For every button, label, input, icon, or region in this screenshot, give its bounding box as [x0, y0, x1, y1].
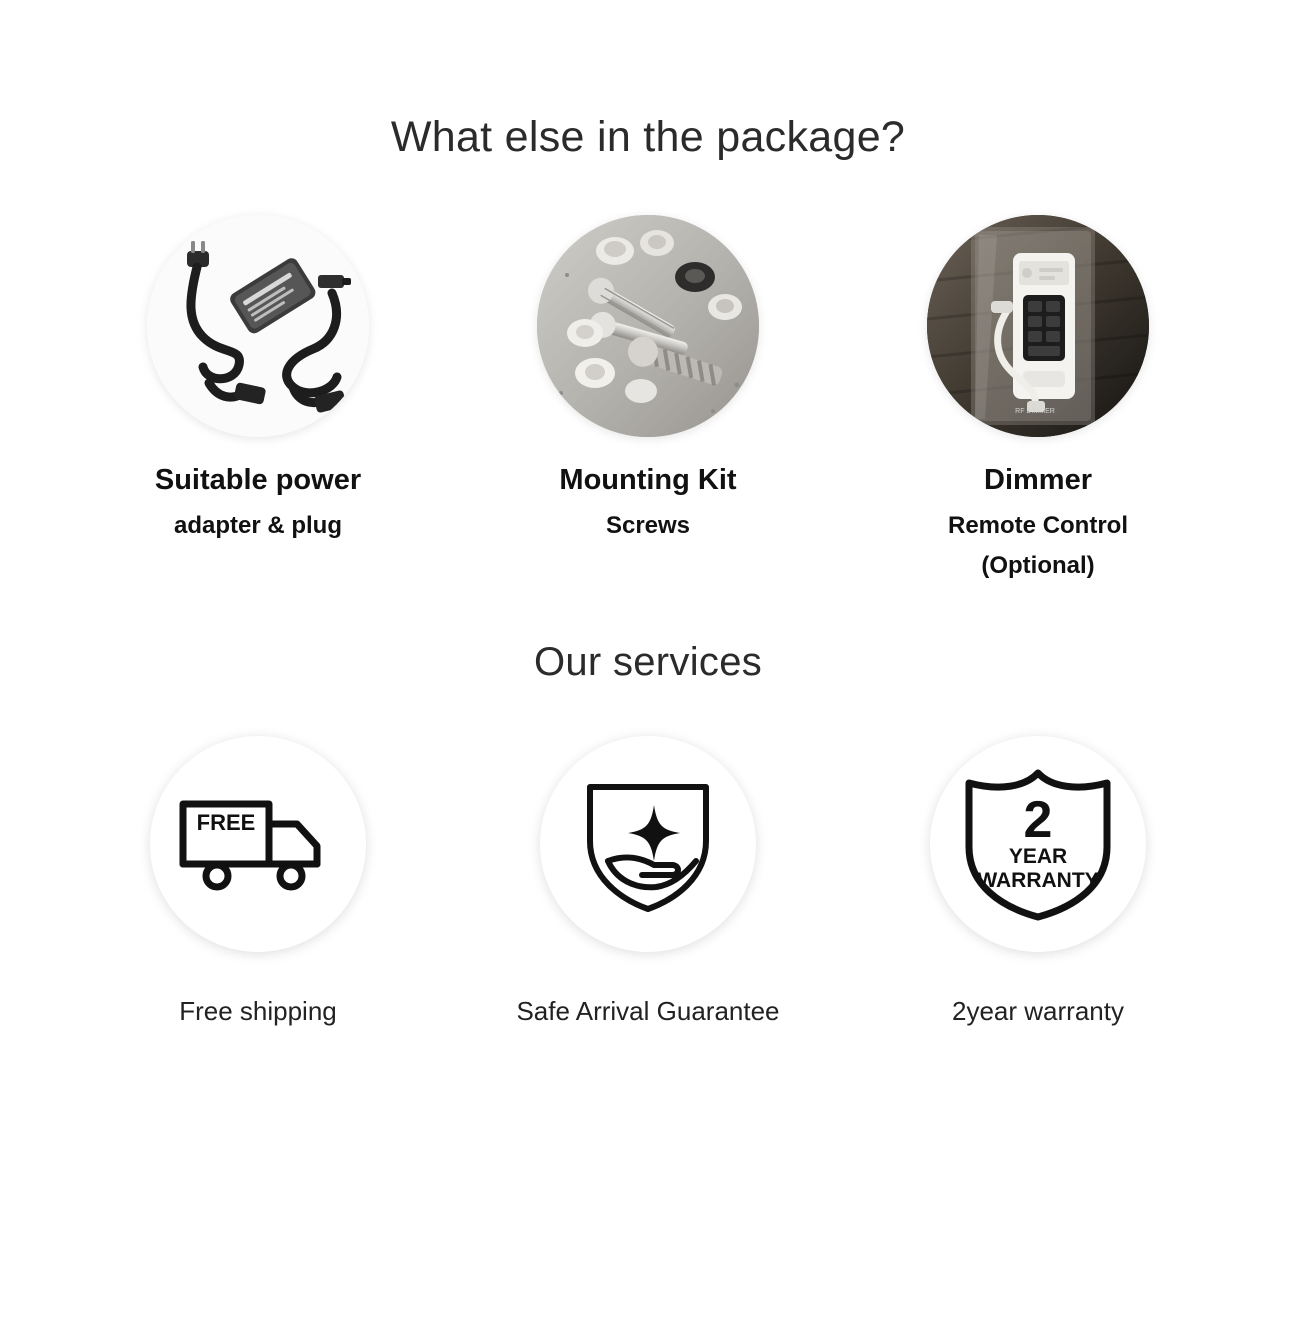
- package-item-title: Suitable power: [154, 464, 362, 497]
- package-item-dimmer: [843, 215, 1233, 583]
- product-infographic-page: [0, 29, 1296, 1325]
- svg-text:RF DIMMER: RF DIMMER: [1015, 408, 1055, 416]
- warranty-shield-icon: [930, 736, 1146, 952]
- service-item-label: Free shipping: [179, 995, 337, 1026]
- package-section-title: What else in the package?: [390, 112, 906, 161]
- package-item-subtitle: adapter & plug: [173, 511, 342, 539]
- warranty-years-number: 2: [1023, 791, 1053, 850]
- package-item-mounting-kit: [453, 215, 843, 542]
- package-item-note: (Optional): [981, 552, 1095, 580]
- warranty-year-label: YEAR: [1008, 845, 1068, 869]
- remote-control-photo: [927, 215, 1149, 437]
- package-items-grid: [0, 215, 1296, 583]
- services-items-grid: [0, 736, 1296, 1027]
- service-item-label: 2year warranty: [952, 995, 1124, 1026]
- service-item-warranty: [843, 736, 1233, 1027]
- services-section-title: Our services: [533, 639, 763, 684]
- power-adapter-photo: [147, 215, 369, 437]
- warranty-warranty-label: WARRANTY: [977, 869, 1099, 893]
- safe-arrival-shield-icon: [540, 736, 756, 952]
- package-item-title: Mounting Kit: [559, 464, 737, 497]
- service-item-safe-arrival: [453, 736, 843, 1027]
- screws-photo: [537, 215, 759, 437]
- package-item-subtitle: Screws: [605, 511, 691, 539]
- package-item-subtitle: Remote Control: [948, 511, 1128, 539]
- package-item-power-adapter: [63, 215, 453, 542]
- package-item-title: Dimmer: [984, 464, 1092, 497]
- truck-free-badge: FREE: [196, 809, 256, 835]
- service-item-free-shipping: [63, 736, 453, 1027]
- free-shipping-truck-icon: [150, 736, 366, 952]
- service-item-label: Safe Arrival Guarantee: [516, 995, 780, 1026]
